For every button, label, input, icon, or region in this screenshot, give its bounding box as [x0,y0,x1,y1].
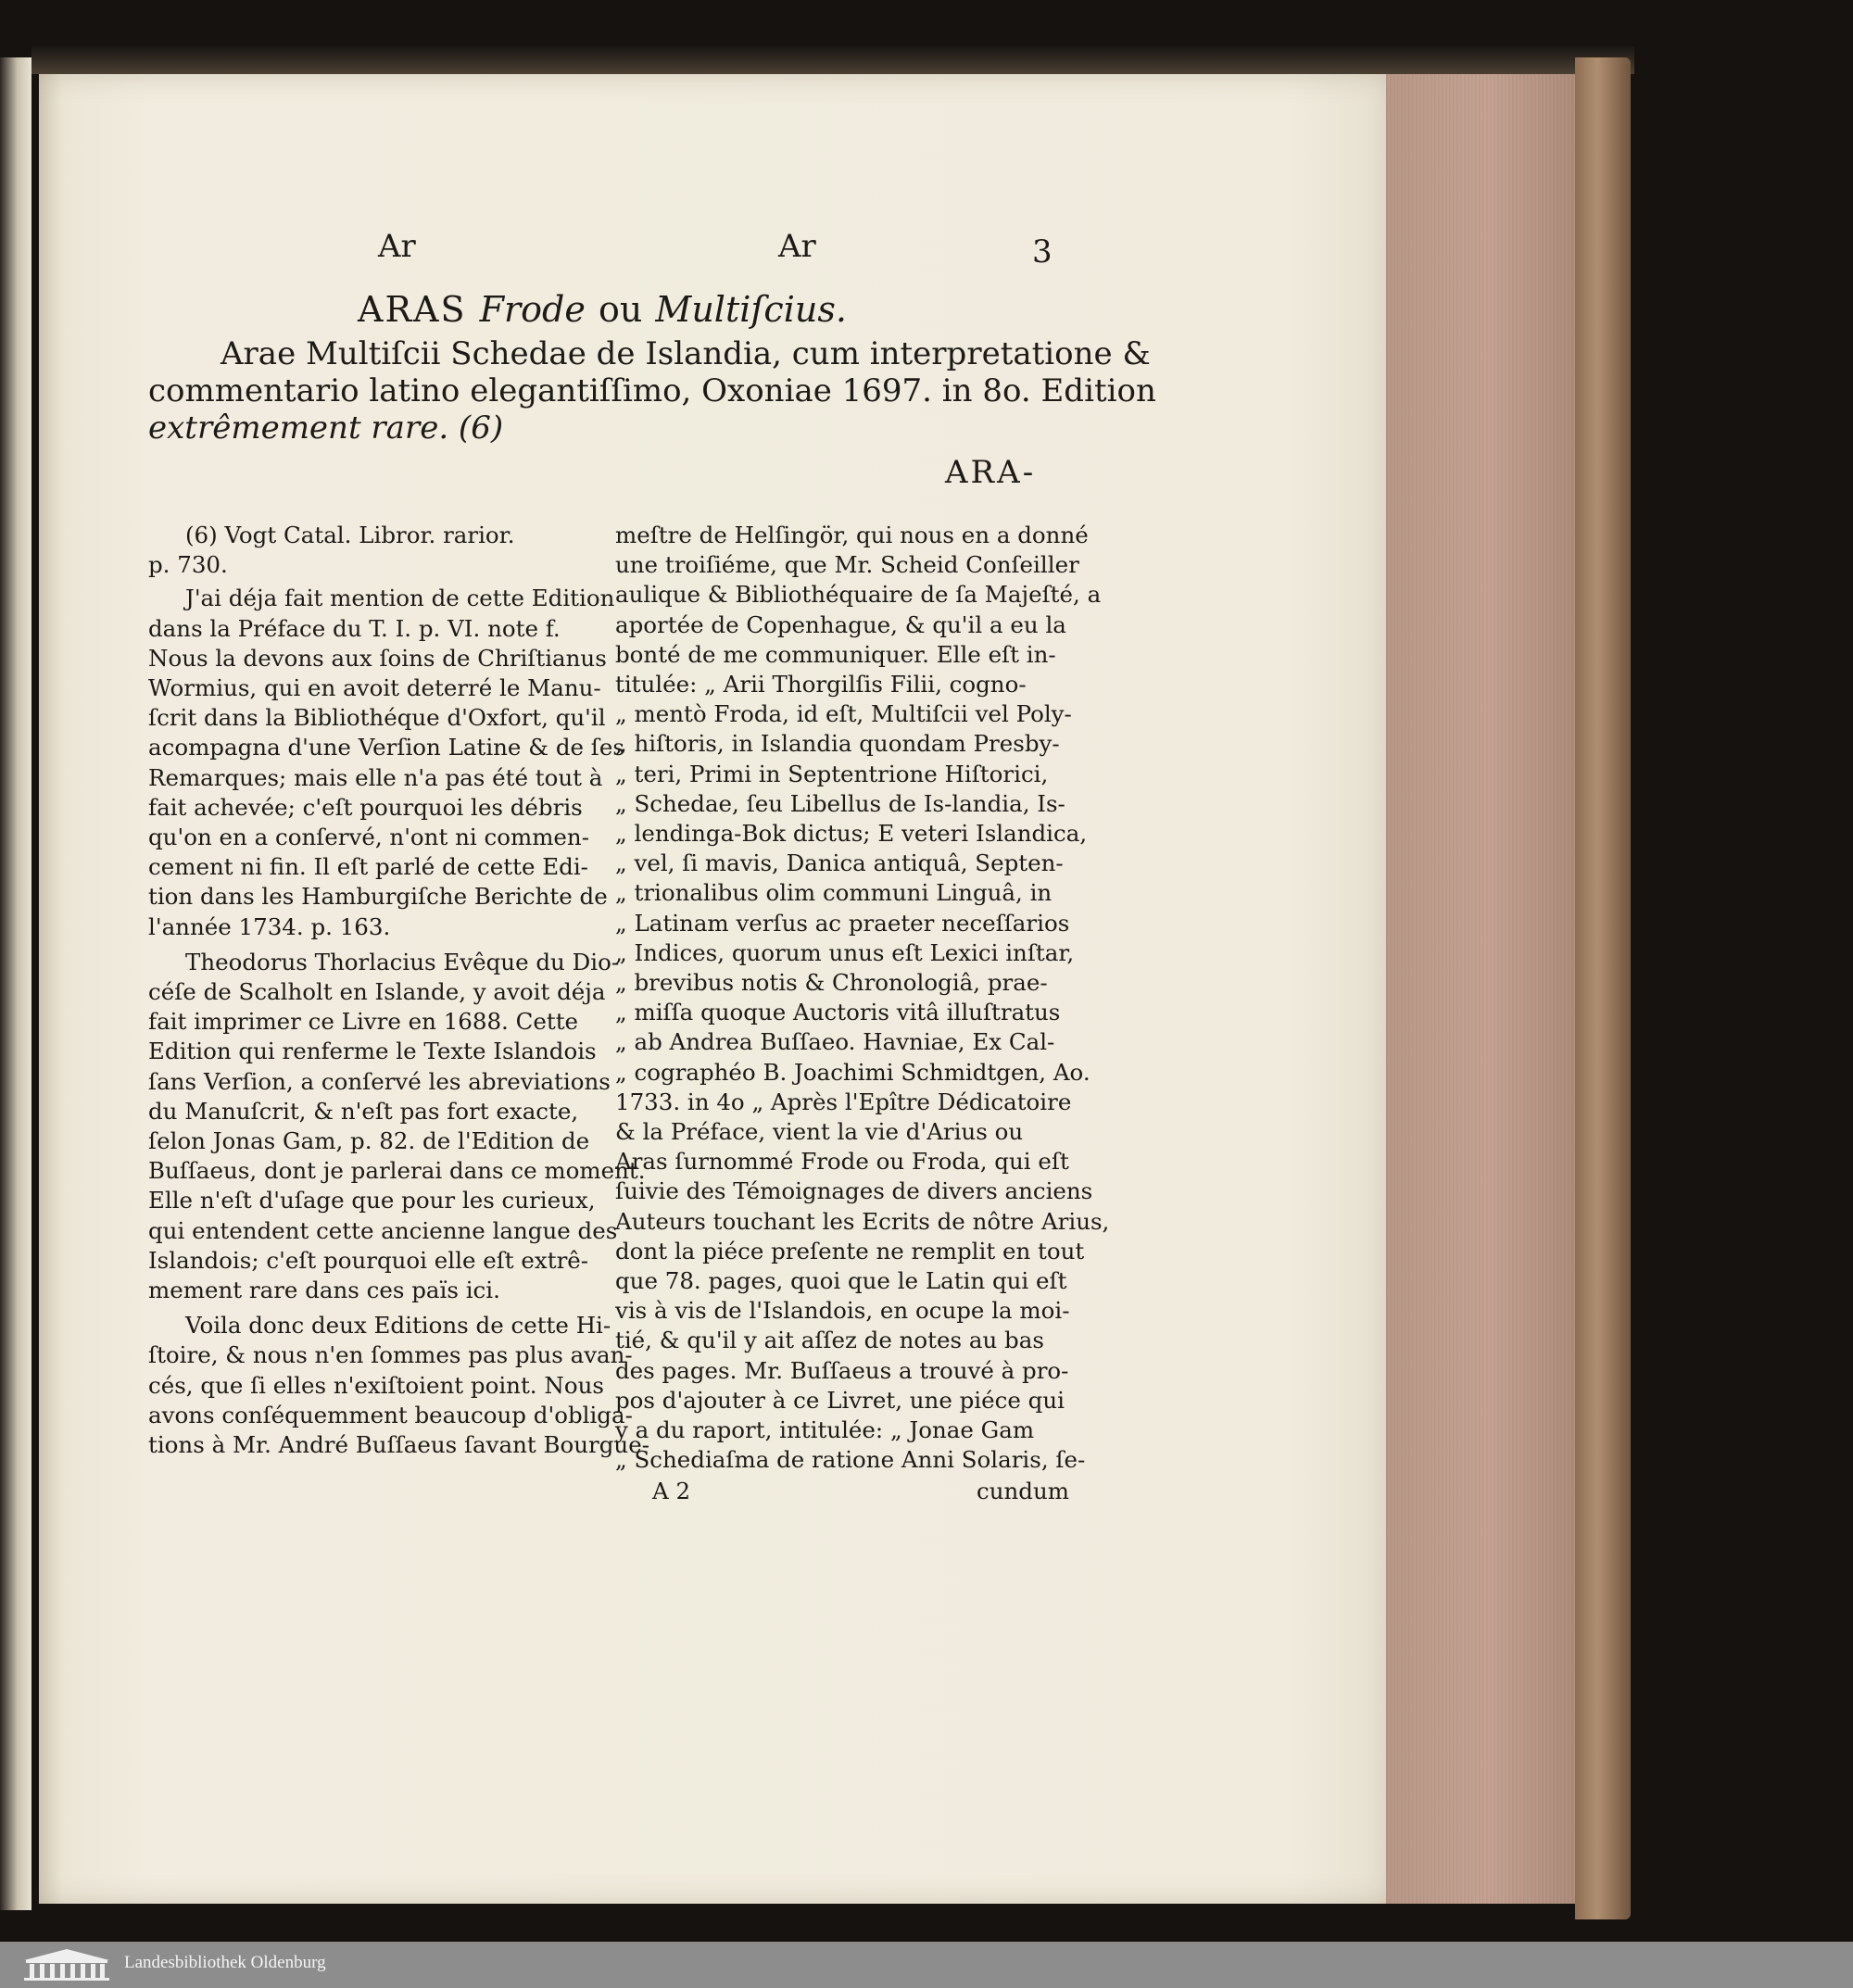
right-column-line: „ mentò Froda, id eſt, Multiſcii vel Poly- [615,700,1072,728]
entry-heading-name: ARAS [358,289,467,330]
left-column-line: fait imprimer ce Livre en 1688. Cette [148,1008,579,1036]
left-column-line: l'année 1734. p. 163. [148,912,391,940]
entry-line-2: commentario latino elegantiſſimo, Oxoniae 1697. in 8o. Edition [148,372,1156,409]
right-column-line: aportée de Copenhague, & qu'il a eu la [615,610,1066,638]
catchword-top: ARA- [945,454,1037,491]
right-column-line: „ vel, ſi mavis, Danica antiquâ, Septen- [615,849,1064,877]
left-column-line: Islandois; c'eſt pourquoi elle eſt extrê- [148,1246,589,1274]
catchword-bottom: cundum [977,1478,1069,1504]
entry-heading-connector: ou [598,289,643,330]
left-column-line: Edition qui renferme le Texte Islandois [148,1038,597,1065]
right-column-line: y a du raport, intitulée: „ Jonae Gam [615,1416,1035,1443]
running-header-left: Ar [378,228,416,265]
entry-heading-name-italic: Frode [479,289,586,330]
left-column-line: cés, que ſi elles n'exiſtoient point. Nous [148,1371,604,1399]
right-column-line: que 78. pages, quoi que le Latin qui eſt [615,1267,1067,1294]
left-column-line: acompagna d'une Verſion Latine & de ſes [148,734,624,761]
right-column-line: meſtre de Helſingör, qui nous en a donné [615,522,1089,548]
page-number: 3 [1032,233,1053,271]
right-column-line: „ lendinga-Bok dictus; E veteri Islandica, [615,820,1088,847]
left-column-line: p. 730. [148,551,228,579]
left-column-line: Remarques; mais elle n'a pas été tout à [148,763,603,791]
left-column-line: fait achevée; c'eſt pourquoi les débris [148,793,583,821]
left-column-line: Buſſaeus, dont je parlerai dans ce moment. [148,1157,646,1185]
right-column-line: „ Schediaſma de ratione Anni Solaris, ſe- [615,1446,1086,1474]
entry-line-3: extrêmement rare. (6) [148,409,504,447]
left-column-line: mement rare dans ces païs ici. [148,1277,500,1303]
page-block-edge [1386,74,1585,1904]
right-column-line: Auteurs touchant les Ecrits de nôtre Arius, [615,1207,1110,1235]
facing-page-edge [0,57,32,1910]
library-name: Landesbibliothek Oldenburg [124,1953,326,1972]
signature-mark: A 2 [652,1478,691,1504]
entry-heading-alt-italic: Multiſcius. [655,289,847,330]
right-column-line: „ trionalibus olim communi Linguâ, in [615,879,1053,907]
left-column-line: Voila donc deux Editions de cette Hi- [185,1312,611,1340]
left-column-line: Theodorus Thorlacius Evêque du Dio- [185,948,620,975]
right-column-line: aulique & Bibliothéquaire de ſa Majeſté, a [615,581,1102,609]
right-column-line: „ ab Andrea Buſſaeo. Havniae, Ex Cal- [615,1028,1055,1056]
right-column-line: „ Indices, quorum unus eſt Lexici inſtar, [615,938,1075,966]
left-column-line: ſelon Jonas Gam, p. 82. de l'Edition de [148,1127,590,1154]
right-column-line: „ brevibus notis & Chronologiâ, prae- [615,969,1048,996]
entry-line-1: Arae Multiſcii Schedae de Islandia, cum interpretatione & [221,335,1151,372]
right-column-line: „ cographéo B. Joachimi Schmidtgen, Ao. [615,1058,1090,1086]
right-column-line: ſuivie des Témoignages de divers anciens [615,1177,1093,1205]
left-column-line: Nous la devons aux ſoins de Chriſtianus [148,644,607,672]
left-column-line: tion dans les Hamburgiſche Berichte de [148,883,608,911]
right-column-line: bonté de me communiquer. Elle eſt in- [615,640,1056,668]
right-column-line: vis à vis de l'Islandois, en ocupe la moi- [615,1297,1070,1325]
book-top-edge [32,46,1634,74]
right-column-line: Aras ſurnommé Frode ou Froda, qui eſt [615,1148,1069,1176]
right-column-line: 1733. in 4o „ Après l'Epître Dédicatoire [615,1088,1072,1115]
right-column-line: „ Latinam verſus ac praeter neceſſarios [615,909,1070,937]
right-column-line: „ Schedae, ſeu Libellus de Is-landia, Is- [615,789,1065,817]
library-footer-bar [0,1942,1853,1988]
left-column-line: qui entendent cette ancienne langue des [148,1216,618,1244]
left-column-line: (6) Vogt Catal. Libror. rarior. [185,522,515,548]
left-column-line: cement ni fin. Il eſt parlé de cette Edi- [148,853,588,881]
right-column-line: „ miſſa quoque Auctoris vitâ illuſtratus [615,999,1061,1026]
left-column-line: J'ai déja fait mention de cette Edition [185,585,615,612]
right-column-line: „ hiſtoris, in Islandia quondam Presby- [615,730,1060,758]
left-column-line: céſe de Scalholt en Islande, y avoit déja [148,978,606,1005]
right-column-line: dont la piéce preſente ne remplit en tout [615,1237,1085,1265]
right-column-line: une troiſiéme, que Mr. Scheid Conſeiller [615,551,1079,579]
left-column-line: dans la Préface du T. I. p. VI. note f. [148,614,561,642]
right-column-line: pos d'ajouter à ce Livret, une piéce qui [615,1386,1065,1414]
left-column-line: Elle n'eſt d'uſage que pour les curieux, [148,1187,596,1214]
library-building-icon [20,1947,113,1982]
left-column-line: avons conſéquemment beaucoup d'obliga- [148,1401,633,1428]
left-column-line: ſans Verſion, a conſervé les abreviations [148,1067,611,1095]
right-column-line: „ teri, Primi in Septentrione Hiſtorici, [615,760,1049,787]
book-cover-edge [1575,57,1631,1919]
right-column-line: & la Préface, vient la vie d'Arius ou [615,1118,1024,1145]
left-column-line: tions à Mr. André Buſſaeus ſavant Bourgue- [148,1431,649,1458]
left-column-line: du Manuſcrit, & n'eſt pas fort exacte, [148,1097,579,1125]
running-header-center: Ar [778,228,816,265]
right-column-line: titulée: „ Arii Thorgilſis Filii, cogno- [615,671,1027,698]
entry-heading [358,289,847,330]
left-column-line: qu'on en a conſervé, n'ont ni commen- [148,824,589,850]
right-column-line: tié, & qu'il y ait aſſez de notes au bas [615,1327,1044,1354]
left-column-line: ſtoire, & nous n'en ſommes pas plus avan- [148,1341,633,1369]
right-column-line: des pages. Mr. Buſſaeus a trouvé à pro- [615,1356,1069,1384]
left-column-line: Wormius, qui en avoit deterré le Manu- [148,674,601,701]
left-column-line: ſcrit dans la Bibliothéque d'Oxfort, qu'il [148,704,606,732]
